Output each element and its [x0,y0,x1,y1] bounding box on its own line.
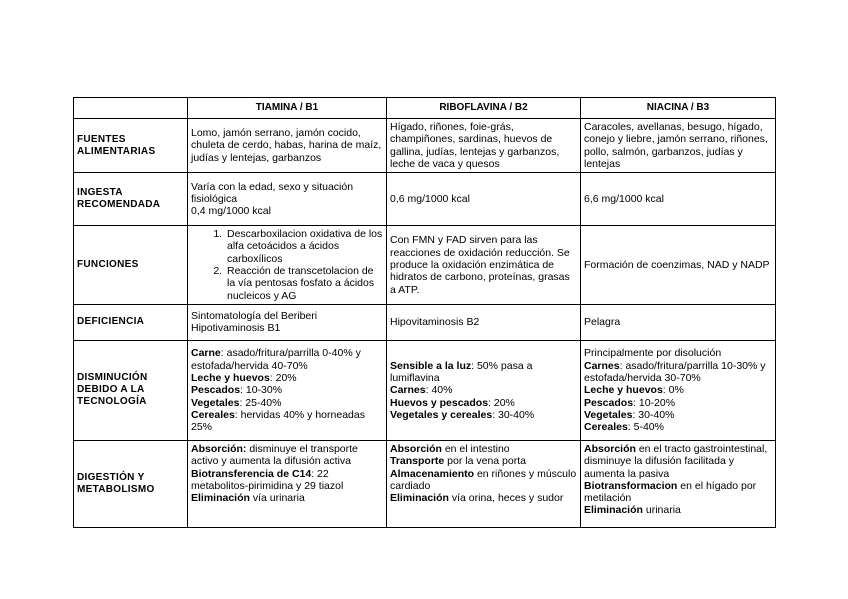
kv-value: vía urinaria [249,492,305,505]
cell-funciones-b1 [188,226,387,305]
kv-key: Eliminación [191,492,250,505]
kv-line [390,492,577,504]
kv-line [584,409,772,421]
vitamins-table [73,97,776,528]
kv-key: Vegetales [584,408,633,421]
kv-value: : 40% [425,384,453,397]
kv-key: Biotransformacion [584,479,678,492]
ingesta-b1-line: Varía con la edad, sexo y situación fisiológica [191,180,354,206]
cell-fuentes-b1: Lomo, jamón serrano, jamón cocido, chuleta de cerdo, habas, harina de maíz, judías y lentejas, garbanzos [188,119,387,173]
cell-funciones-b3: Formación de coenzimas, NAD y NADP [581,226,776,305]
kv-key: Sensible a la luz [390,359,472,372]
kv-value: : 5-40% [627,421,664,434]
kv-line [584,480,772,505]
kv-key: Leche y huevos [191,372,270,385]
row-ingesta [74,173,776,226]
label-line: DISMINUCIÓN [77,372,148,384]
list-item: 1. Descarboxilacion oxidativa de los alfa cetoácidos a ácidos carboxílicos [225,228,383,265]
cell-digestion-b3 [581,440,776,527]
funciones-list [191,228,383,302]
kv-value: en el intestino [441,442,510,455]
kv-line [191,397,383,409]
cell-disminucion-b1 [188,340,387,440]
cell-disminucion-b3 [581,340,776,440]
cell-digestion-b2 [387,440,581,527]
kv-value: por la vena porta [444,455,526,468]
kv-line [191,492,383,504]
kv-line [390,468,577,493]
kv-line [390,455,577,467]
row-disminucion [74,340,776,440]
cell-deficiencia-b3: Pelagra [581,304,776,340]
kv-line [584,384,772,396]
kv-value: disminuye el transporte activo y aumenta la difusión activa [191,442,358,468]
header-row [74,98,776,119]
kv-key: Huevos y pescados [390,396,489,409]
kv-line [584,397,772,409]
kv-value: en riñones y músculo cardiado [390,467,577,492]
kv-value: : 10-30% [240,384,283,397]
row-digestion [74,440,776,527]
kv-key: Cereales [584,421,628,434]
label-funciones: FUNCIONES [74,226,188,305]
kv-line [191,443,383,468]
row-deficiencia [74,304,776,340]
kv-value: en el tracto gastrointestinal, disminuye la difusión facilitada y aumenta la pasiva [584,442,768,480]
cell-ingesta-b1 [188,173,387,226]
cell-ingesta-b2: 0,6 mg/1000 kcal [387,173,581,226]
label-line: TECNOLOGÍA [77,396,147,408]
header-riboflavina: RIBOFLAVINA / B2 [387,98,581,119]
kv-value: urinaria [642,504,681,517]
cell-digestion-b1 [188,440,387,527]
kv-line [584,360,772,385]
kv-value: vía orina, heces y sudor [448,492,564,505]
kv-line [390,409,577,421]
kv-key: Vegetales y cereales [390,408,493,421]
cell-deficiencia-b2: Hipovitaminosis B2 [387,304,581,340]
header-empty [74,98,188,119]
cell-disminucion-b2 [387,340,581,440]
kv-key: Cereales [191,408,235,421]
kv-value: : hervidas 40% y horneadas 25% [191,408,365,434]
kv-line [191,372,383,384]
kv-key: Eliminación [584,504,643,517]
kv-key: Almacenamiento [390,467,475,480]
cell-deficiencia-b1 [188,304,387,340]
label-disminucion [74,340,188,440]
kv-value: : 0% [662,384,684,397]
label-line: INGESTA [77,187,123,199]
label-ingesta [74,173,188,226]
kv-key: Vegetales [191,396,240,409]
deficiencia-b1-line: Sintomatología del Beriberi [191,310,318,323]
label-fuentes [74,119,188,173]
kv-value: : 20% [488,396,515,409]
kv-value: : 30-40% [632,408,675,421]
kv-key: Transporte [390,455,445,468]
label-digestion [74,440,188,527]
kv-line [390,397,577,409]
label-deficiencia: DEFICIENCIA [74,304,188,340]
kv-key: Absorción [584,442,636,455]
label-line: METABOLISMO [77,483,155,495]
label-line: DIGESTIÓN Y [77,471,145,483]
kv-key: Carnes [390,384,426,397]
kv-value: : asado/fritura/parrilla 0-40% y estofada/hervida 40-70% [191,347,361,372]
header-tiamina: TIAMINA / B1 [188,98,387,119]
kv-key: Absorción [390,442,442,455]
kv-line [390,443,577,455]
disminucion-b3-intro: Principalmente por disolución [584,347,722,360]
kv-line [191,409,383,434]
kv-line [584,443,772,480]
label-line: ALIMENTARIAS [77,145,156,157]
kv-value: : 50% pasa a lumiflavina [390,359,533,385]
kv-key: Biotransferencia de C14 [191,467,312,480]
kv-key: Carnes [584,359,620,372]
ingesta-b1-line: 0,4 mg/1000 kcal [191,205,271,218]
kv-key: Leche y huevos [584,384,663,397]
kv-value: : 25-40% [239,396,282,409]
row-fuentes [74,119,776,173]
kv-value: : 22 metabolitos-pirimidina y 29 tiazol [191,467,344,492]
kv-line [191,347,383,372]
header-niacina: NIACINA / B3 [581,98,776,119]
kv-line [390,360,577,385]
deficiencia-b1-line: Hipotivaminosis B1 [191,322,281,335]
kv-value: : 10-20% [633,396,676,409]
kv-key: Pescados [191,384,241,397]
kv-key: Absorción: [191,442,247,455]
row-funciones [74,226,776,305]
label-line: RECOMENDADA [77,199,161,211]
kv-value: : asado/fritura/parrilla 10-30% y estofada/hervida 30-70% [584,359,766,385]
cell-funciones-b2: Con FMN y FAD sirven para las reacciones de oxidación reducción. Se produce la oxidación enzimática de hidratos de carbono, proteínas, grasas a ATP. [387,226,581,305]
kv-key: Pescados [584,396,634,409]
kv-key: Eliminación [390,492,449,505]
kv-value: en el hígado por metilación [584,479,757,505]
kv-line [584,421,772,433]
kv-line [191,468,383,493]
kv-value: : 30-40% [492,408,535,421]
list-item: 2. Reacción de transcetolacion de la vía pentosas fosfato a ácidos nucleicos y AG [225,265,383,302]
kv-key: Carne [191,347,221,360]
cell-fuentes-b2: Hígado, riñones, foie-grás, champiñones, sardinas, huevos de gallina, judías, lentejas y garbanzos, leche de vaca y quesos [387,119,581,173]
kv-line [390,384,577,396]
kv-line [584,504,772,516]
cell-fuentes-b3: Caracoles, avellanas, besugo, hígado, conejo y liebre, jamón serrano, riñones, pollo, salmón, garbanzos, judías y lentejas [581,119,776,173]
kv-value: : 20% [269,372,297,385]
kv-line [191,384,383,396]
label-line: DEBIDO A LA [77,384,145,396]
cell-ingesta-b3: 6,6 mg/1000 kcal [581,173,776,226]
label-line: FUENTES [77,133,126,145]
